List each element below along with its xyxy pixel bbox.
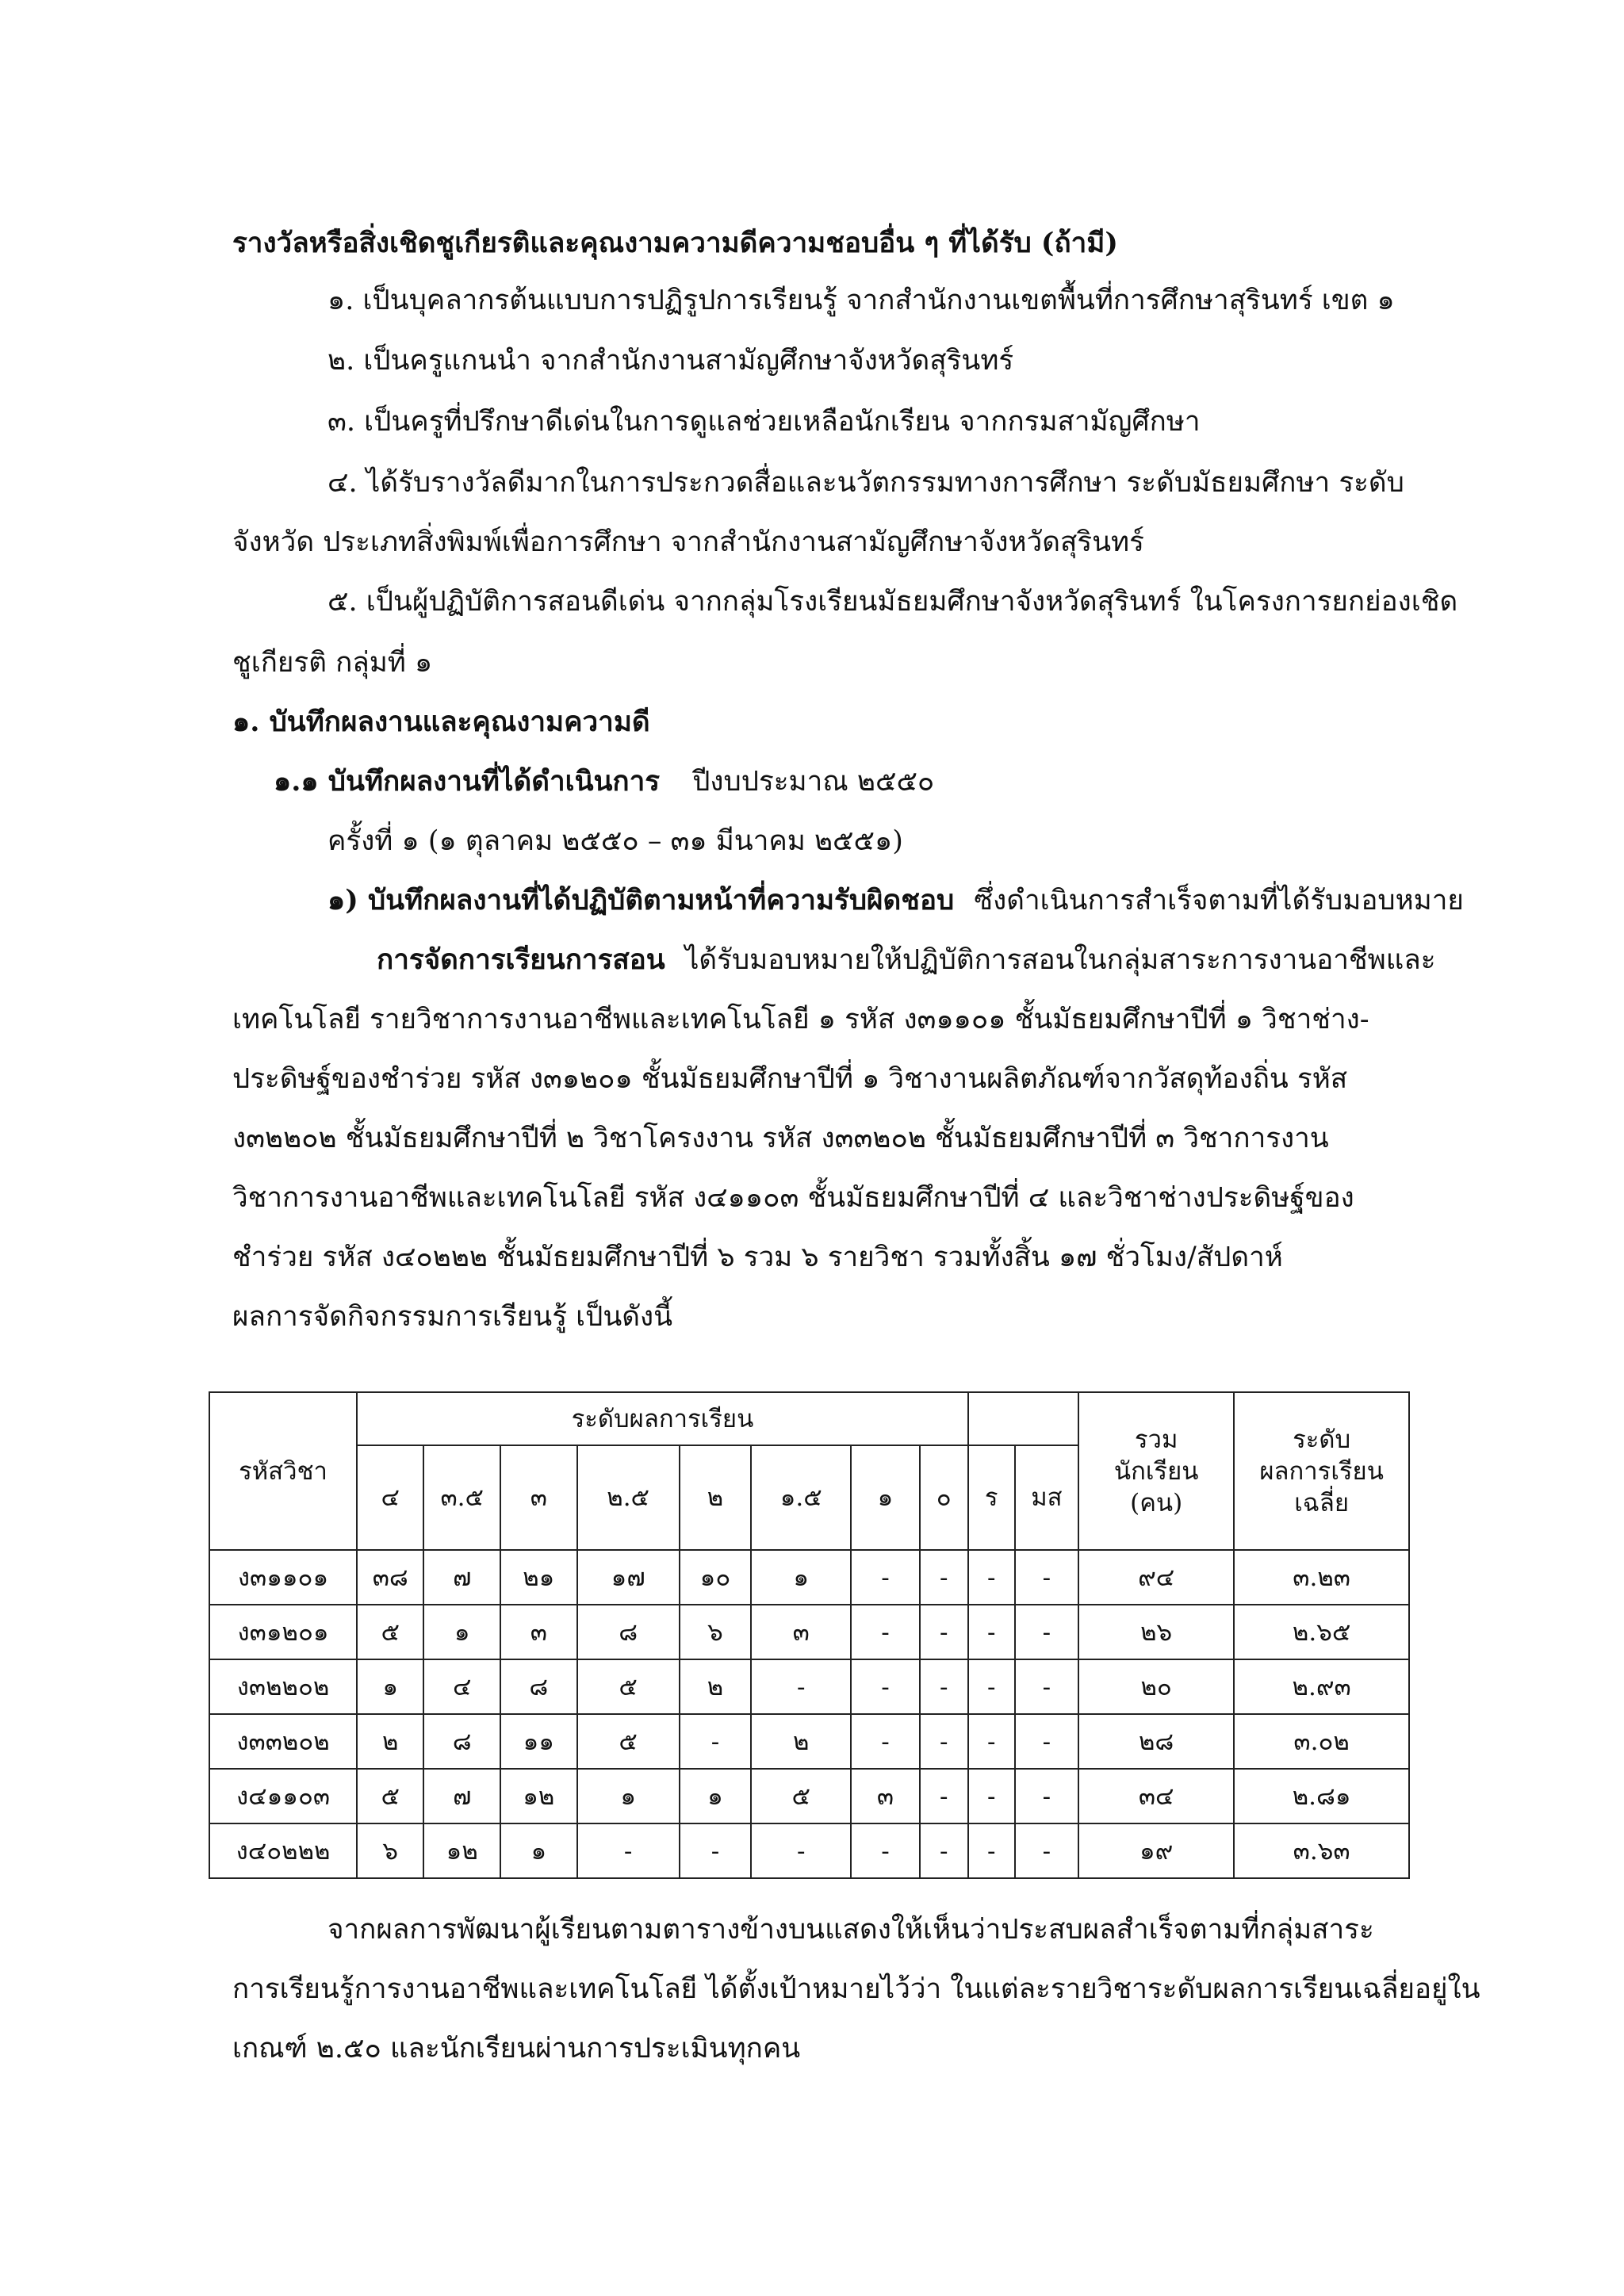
table-row [209, 1605, 1409, 1659]
average-grade-cell: ๓.๒๓ [1234, 1550, 1409, 1605]
round-period: ครั้งที่ ๑ (๑ ตุลาคม ๒๕๕๐ – ๓๑ มีนาคม ๒๕๕๑) [327, 825, 903, 857]
conclusion-line-1: จากผลการพัฒนาผู้เรียนตามตารางข้างบนแสดงให้เห็นว่าประสบผลสำเร็จตามที่กลุ่มสาระ [327, 1914, 1374, 1946]
grade-count-cell: ๖ [680, 1605, 751, 1659]
grade-count-cell: - [968, 1714, 1015, 1769]
teaching-line [377, 941, 1436, 979]
grade-count-cell: ๑ [500, 1823, 577, 1878]
grade-count-cell: ๑ [751, 1550, 851, 1605]
table-row [209, 1550, 1409, 1605]
section-heading: ๑. บันทึกผลงานและคุณงามความดี [232, 706, 650, 738]
grade-count-cell: ๕ [577, 1659, 680, 1714]
paragraph-line-5: ชำร่วย รหัส ง๔๐๒๒๒ ชั้นมัธยมศึกษาปีที่ ๖ รวม ๖ รายวิชา รวมทั้งสิ้น ๑๗ ชั่วโมง/สัปดาห์ [232, 1242, 1283, 1273]
table-body [209, 1550, 1409, 1878]
grade-count-cell: - [1015, 1550, 1078, 1605]
grade-count-cell: ๑๒ [423, 1823, 500, 1878]
grade-count-cell: - [851, 1605, 919, 1659]
grade-count-cell: ๕ [357, 1769, 423, 1823]
grade-count-cell: ๔ [423, 1659, 500, 1714]
grade-count-cell: ๗ [423, 1550, 500, 1605]
grade-level-header: ๓.๕ [423, 1445, 500, 1550]
grade-level-header: ๒.๕ [577, 1445, 680, 1550]
grade-count-cell: ๑๐ [680, 1550, 751, 1605]
sub-heading-title: ๑.๑ บันทึกผลงานที่ได้ดำเนินการ [274, 765, 661, 798]
grade-count-cell: ๑ [357, 1659, 423, 1714]
grades-table [209, 1391, 1410, 1879]
total-students-cell: ๓๔ [1078, 1769, 1234, 1823]
grade-level-group-header: ระดับผลการเรียน [357, 1392, 968, 1445]
grade-count-cell: - [920, 1605, 968, 1659]
grade-count-cell: - [751, 1823, 851, 1878]
grade-count-cell: - [1015, 1714, 1078, 1769]
paragraph-line-4: วิชาการงานอาชีพและเทคโนโลยี รหัส ง๔๑๑๐๓ ชั้นมัธยมศึกษาปีที่ ๔ และวิชาช่างประดิษฐ์ของ [232, 1182, 1354, 1214]
grade-count-cell: - [680, 1714, 751, 1769]
grade-count-cell: - [751, 1659, 851, 1714]
award-item-4-line-2: จังหวัด ประเภทสิ่งพิมพ์เพื่อการศึกษา จากสำนักงานสามัญศึกษาจังหวัดสุรินทร์ [232, 526, 1144, 558]
award-item-4-line-1: ๔. ได้รับรางวัลดีมากในการประกวดสื่อและนวัตกรรมทางการศึกษา ระดับมัธยมศึกษา ระดับ [327, 467, 1404, 499]
award-item-3: ๓. เป็นครูที่ปรึกษาดีเด่นในการดูแลช่วยเหลือนักเรียน จากกรมสามัญศึกษา [327, 406, 1201, 438]
duty-description: ซึ่งดำเนินการสำเร็จตามที่ได้รับมอบหมาย [974, 885, 1464, 916]
course-code-cell: ง๓๑๑๐๑ [209, 1550, 357, 1605]
grade-count-cell: ๘ [577, 1605, 680, 1659]
grade-level-header: มส [1015, 1445, 1078, 1550]
table-header-row-1 [209, 1392, 1409, 1445]
total-header-line-1: รวม [1134, 1425, 1178, 1454]
grade-count-cell: - [968, 1550, 1015, 1605]
teaching-label: การจัดการเรียนการสอน [377, 943, 665, 976]
grade-count-cell: ๗ [423, 1769, 500, 1823]
average-grade-cell: ๒.๘๑ [1234, 1769, 1409, 1823]
course-code-cell: ง๓๑๒๐๑ [209, 1605, 357, 1659]
total-header-line-2: นักเรียน [1113, 1456, 1199, 1486]
grade-count-cell: ๓ [500, 1605, 577, 1659]
teaching-description: ได้รับมอบหมายให้ปฏิบัติการสอนในกลุ่มสาระการงานอาชีพและ [684, 944, 1436, 976]
grade-count-cell: ๒๑ [500, 1550, 577, 1605]
grade-count-cell: - [1015, 1659, 1078, 1714]
grade-count-cell: - [577, 1823, 680, 1878]
avg-header-line-3: เฉลี่ย [1294, 1488, 1350, 1517]
grade-count-cell: - [1015, 1605, 1078, 1659]
grade-level-header: ๐ [920, 1445, 968, 1550]
grade-count-cell: ๓ [751, 1605, 851, 1659]
awards-heading: รางวัลหรือสิ่งเชิดชูเกียรติและคุณงามความดีความชอบอื่น ๆ ที่ได้รับ (ถ้ามี) [232, 227, 1118, 259]
blank-header-cell [968, 1392, 1078, 1445]
grade-count-cell: ๑ [577, 1769, 680, 1823]
course-code-cell: ง๔๑๑๐๓ [209, 1769, 357, 1823]
grade-count-cell: - [680, 1823, 751, 1878]
duty-heading: ๑) บันทึกผลงานที่ได้ปฏิบัติตามหน้าที่ความรับผิดชอบ [327, 884, 955, 916]
course-code-cell: ง๓๒๒๐๒ [209, 1659, 357, 1714]
grade-count-cell: ๒ [751, 1714, 851, 1769]
duty-line [327, 882, 1464, 920]
average-grade-cell: ๓.๖๓ [1234, 1823, 1409, 1878]
grade-count-cell: ๑ [680, 1769, 751, 1823]
grade-level-header: ๑ [851, 1445, 919, 1550]
grade-level-header: ๓ [500, 1445, 577, 1550]
avg-header-line-1: ระดับ [1293, 1425, 1351, 1454]
grade-count-cell: - [920, 1823, 968, 1878]
table-row [209, 1823, 1409, 1878]
grade-count-cell: - [851, 1550, 919, 1605]
grade-count-cell: ๒ [680, 1659, 751, 1714]
grade-count-cell: ๑๗ [577, 1550, 680, 1605]
award-item-2: ๒. เป็นครูแกนนำ จากสำนักงานสามัญศึกษาจังหวัดสุรินทร์ [327, 345, 1014, 377]
average-grade-cell: ๓.๐๒ [1234, 1714, 1409, 1769]
grade-count-cell: - [968, 1659, 1015, 1714]
grade-count-cell: - [920, 1769, 968, 1823]
grade-count-cell: ๑๑ [500, 1714, 577, 1769]
total-header-line-3: (คน) [1130, 1488, 1183, 1517]
paragraph-line-2: ประดิษฐ์ของชำร่วย รหัส ง๓๑๒๐๑ ชั้นมัธยมศึกษาปีที่ ๑ วิชางานผลิตภัณฑ์จากวัสดุท้องถิ่น รหัส [232, 1063, 1348, 1095]
grade-count-cell: - [920, 1714, 968, 1769]
grade-count-cell: ๘ [423, 1714, 500, 1769]
avg-header-line-2: ผลการเรียน [1259, 1456, 1384, 1486]
grade-count-cell: ๕ [577, 1714, 680, 1769]
total-students-cell: ๒๐ [1078, 1659, 1234, 1714]
grade-count-cell: ๒ [357, 1714, 423, 1769]
grade-count-cell: ๑ [423, 1605, 500, 1659]
average-grade-header [1234, 1392, 1409, 1550]
grade-count-cell: - [968, 1769, 1015, 1823]
award-item-1: ๑. เป็นบุคลากรต้นแบบการปฏิรูปการเรียนรู้ จากสำนักงานเขตพื้นที่การศึกษาสุรินทร์ เขต ๑ [327, 285, 1395, 316]
award-item-5-line-2: ชูเกียรติ กลุ่มที่ ๑ [232, 647, 433, 679]
table-row [209, 1659, 1409, 1714]
paragraph-line-1: เทคโนโลยี รายวิชาการงานอาชีพและเทคโนโลยี ๑ รหัส ง๓๑๑๐๑ ชั้นมัธยมศึกษาปีที่ ๑ วิชาช่าง- [232, 1004, 1369, 1035]
grade-count-cell: ๕ [357, 1605, 423, 1659]
grade-count-cell: - [920, 1550, 968, 1605]
average-grade-cell: ๒.๖๕ [1234, 1605, 1409, 1659]
total-students-cell: ๒๖ [1078, 1605, 1234, 1659]
grade-count-cell: ๕ [751, 1769, 851, 1823]
grade-level-header: ๔ [357, 1445, 423, 1550]
award-item-5-line-1: ๕. เป็นผู้ปฏิบัติการสอนดีเด่น จากกลุ่มโรงเรียนมัธยมศึกษาจังหวัดสุรินทร์ ในโครงการยกย่องเชิด [327, 586, 1458, 618]
course-code-header: รหัสวิชา [209, 1392, 357, 1550]
grade-count-cell: - [851, 1659, 919, 1714]
grade-level-header: ๑.๕ [751, 1445, 851, 1550]
grade-count-cell: ๘ [500, 1659, 577, 1714]
total-students-header [1078, 1392, 1234, 1550]
grade-level-header: ๒ [680, 1445, 751, 1550]
grade-count-cell: - [968, 1823, 1015, 1878]
average-grade-cell: ๒.๙๓ [1234, 1659, 1409, 1714]
conclusion-line-3: เกณฑ์ ๒.๕๐ และนักเรียนผ่านการประเมินทุกคน [232, 2033, 801, 2064]
grade-count-cell: - [920, 1659, 968, 1714]
paragraph-line-3: ง๓๒๒๐๒ ชั้นมัธยมศึกษาปีที่ ๒ วิชาโครงงาน รหัส ง๓๓๒๐๒ ชั้นมัธยมศึกษาปีที่ ๓ วิชาการงาน [232, 1123, 1329, 1154]
grade-count-cell: - [851, 1823, 919, 1878]
sub-heading [274, 763, 934, 801]
sub-heading-year: ปีงบประมาณ ๒๕๕๐ [692, 766, 935, 798]
course-code-cell: ง๓๓๒๐๒ [209, 1714, 357, 1769]
grade-level-header: ร [968, 1445, 1015, 1550]
grade-count-cell: ๖ [357, 1823, 423, 1878]
grade-count-cell: - [968, 1605, 1015, 1659]
grade-count-cell: - [1015, 1769, 1078, 1823]
total-students-cell: ๒๘ [1078, 1714, 1234, 1769]
course-code-cell: ง๔๐๒๒๒ [209, 1823, 357, 1878]
total-students-cell: ๙๔ [1078, 1550, 1234, 1605]
conclusion-line-2: การเรียนรู้การงานอาชีพและเทคโนโลยี ได้ตั้งเป้าหมายไว้ว่า ในแต่ละรายวิชาระดับผลการเรียนเฉลี่ยอยู่ใน [232, 1973, 1480, 2005]
grade-count-cell: ๓ [851, 1769, 919, 1823]
total-students-cell: ๑๙ [1078, 1823, 1234, 1878]
grade-count-cell: ๓๘ [357, 1550, 423, 1605]
table-row [209, 1714, 1409, 1769]
grade-count-cell: - [1015, 1823, 1078, 1878]
grade-count-cell: ๑๒ [500, 1769, 577, 1823]
grade-count-cell: - [851, 1714, 919, 1769]
table-row [209, 1769, 1409, 1823]
paragraph-line-6: ผลการจัดกิจกรรมการเรียนรู้ เป็นดังนี้ [232, 1301, 673, 1333]
